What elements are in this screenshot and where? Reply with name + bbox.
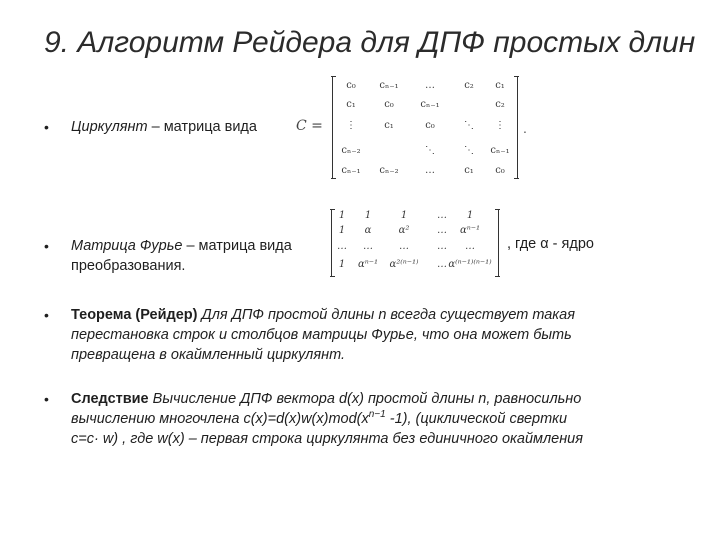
slide-title: 9. Алгоритм Рейдера для ДПФ простых длин xyxy=(44,26,696,59)
circulant-cell-r4-c4: c₀ xyxy=(495,165,505,176)
fourier-cell-r3-c0: 1 xyxy=(338,259,346,270)
circulant-cell-r0-c0: c₀ xyxy=(346,80,356,91)
fourier-cell-r1-c4: αⁿ⁻¹ xyxy=(459,225,481,236)
circulant-cell-r3-c4: cₙ₋₁ xyxy=(490,145,510,156)
circulant-matrix xyxy=(332,76,518,179)
bullet-4: • xyxy=(44,391,49,407)
circulant-cell-r2-c3: ⋱ xyxy=(464,120,474,131)
circulant-term: Циркулянт xyxy=(71,119,148,135)
fourier-cell-r1-c3: … xyxy=(437,225,447,236)
fourier-cell-r0-c1: 1 xyxy=(364,210,372,221)
circulant-cell-r0-c3: c₂ xyxy=(464,80,474,91)
circulant-cell-r2-c2: c₀ xyxy=(425,120,435,131)
fourier-cell-r2-c0: … xyxy=(337,241,347,252)
corollary-line2b: -1), (циклической свертки xyxy=(385,411,568,427)
theorem-term: Теорема (Рейдер) xyxy=(71,307,198,323)
fourier-cell-r0-c0: 1 xyxy=(338,210,346,221)
item-fourier xyxy=(71,236,292,276)
theorem-line2: перестановка строк и столбцов матрицы Фурье, что она может быть xyxy=(71,327,572,343)
fourier-cell-r1-c0: 1 xyxy=(338,225,346,236)
circulant-cell-r4-c2: … xyxy=(425,165,435,176)
circulant-trailing-dot: . xyxy=(523,120,527,136)
bullet-3: • xyxy=(44,307,49,323)
fourier-cell-r2-c4: … xyxy=(465,241,475,252)
fourier-cell-r3-c4: α⁽ⁿ⁻¹⁾⁽ⁿ⁻¹⁾ xyxy=(448,259,492,270)
fourier-cell-r0-c3: … xyxy=(437,210,447,221)
circulant-cell-r0-c1: cₙ₋₁ xyxy=(379,80,399,91)
circulant-cell-r0-c2: … xyxy=(425,80,435,91)
fourier-matrix xyxy=(331,209,499,277)
item-theorem xyxy=(71,305,575,365)
corollary-line1: Вычисление ДПФ вектора d(x) простой длины n, равносильно xyxy=(148,391,582,407)
circulant-cell-r4-c1: cₙ₋₂ xyxy=(379,165,399,176)
fourier-cell-r0-c2: 1 xyxy=(400,210,408,221)
fourier-text: – матрица вида xyxy=(182,238,292,254)
circulant-cell-r3-c3: ⋱ xyxy=(464,145,474,156)
c-equals-label: C = xyxy=(296,118,323,134)
bullet-2: • xyxy=(44,238,49,254)
fourier-cell-r3-c1: αⁿ⁻¹ xyxy=(357,259,379,270)
item-circulant xyxy=(71,117,257,137)
fourier-cell-r2-c3: … xyxy=(437,241,447,252)
theorem-line3: превращена в окаймленный циркулянт. xyxy=(71,347,346,363)
circulant-cell-r3-c0: cₙ₋₂ xyxy=(341,145,361,156)
circulant-cell-r2-c0: ⋮ xyxy=(346,120,356,131)
fourier-term: Матрица Фурье xyxy=(71,238,183,254)
circulant-cell-r1-c1: c₀ xyxy=(384,99,394,110)
item-corollary xyxy=(71,389,583,449)
circulant-cell-r1-c4: c₂ xyxy=(495,99,505,110)
circulant-cell-r3-c2: ⋱ xyxy=(425,145,435,156)
fourier-cell-r3-c2: α²⁽ⁿ⁻¹⁾ xyxy=(389,259,419,270)
circulant-cell-r4-c3: c₁ xyxy=(464,165,474,176)
fourier-cell-r1-c2: α² xyxy=(398,225,410,236)
corollary-line3: c=c· w) , где w(x) – первая строка циркулянта без единичного окаймления xyxy=(71,431,583,447)
fourier-cell-r1-c1: α xyxy=(364,225,372,236)
circulant-cell-r2-c4: ⋮ xyxy=(495,120,505,131)
fourier-cell-r2-c1: … xyxy=(363,241,373,252)
circulant-text: – матрица вида xyxy=(147,119,257,135)
corollary-line2a: вычислению многочлена c(x)=d(x)w(x)mod(x xyxy=(71,411,369,427)
circulant-cell-r1-c2: cₙ₋₁ xyxy=(420,99,440,110)
circulant-cell-r0-c4: c₁ xyxy=(495,80,505,91)
fourier-cell-r0-c4: 1 xyxy=(466,210,474,221)
corollary-term: Следствие xyxy=(71,391,149,407)
theorem-line1: Для ДПФ простой длины n всегда существует такая xyxy=(197,307,575,323)
corollary-line2-superscript: n−1 xyxy=(368,409,386,421)
circulant-cell-r4-c0: cₙ₋₁ xyxy=(341,165,361,176)
fourier-line2: преобразования. xyxy=(71,258,186,274)
fourier-tail-text: , где α - ядро xyxy=(507,236,594,252)
bullet-1: • xyxy=(44,119,49,135)
fourier-cell-r2-c2: … xyxy=(399,241,409,252)
circulant-cell-r1-c0: c₁ xyxy=(346,99,356,110)
fourier-cell-r3-c3: … xyxy=(437,259,447,270)
circulant-cell-r2-c1: c₁ xyxy=(384,120,394,131)
